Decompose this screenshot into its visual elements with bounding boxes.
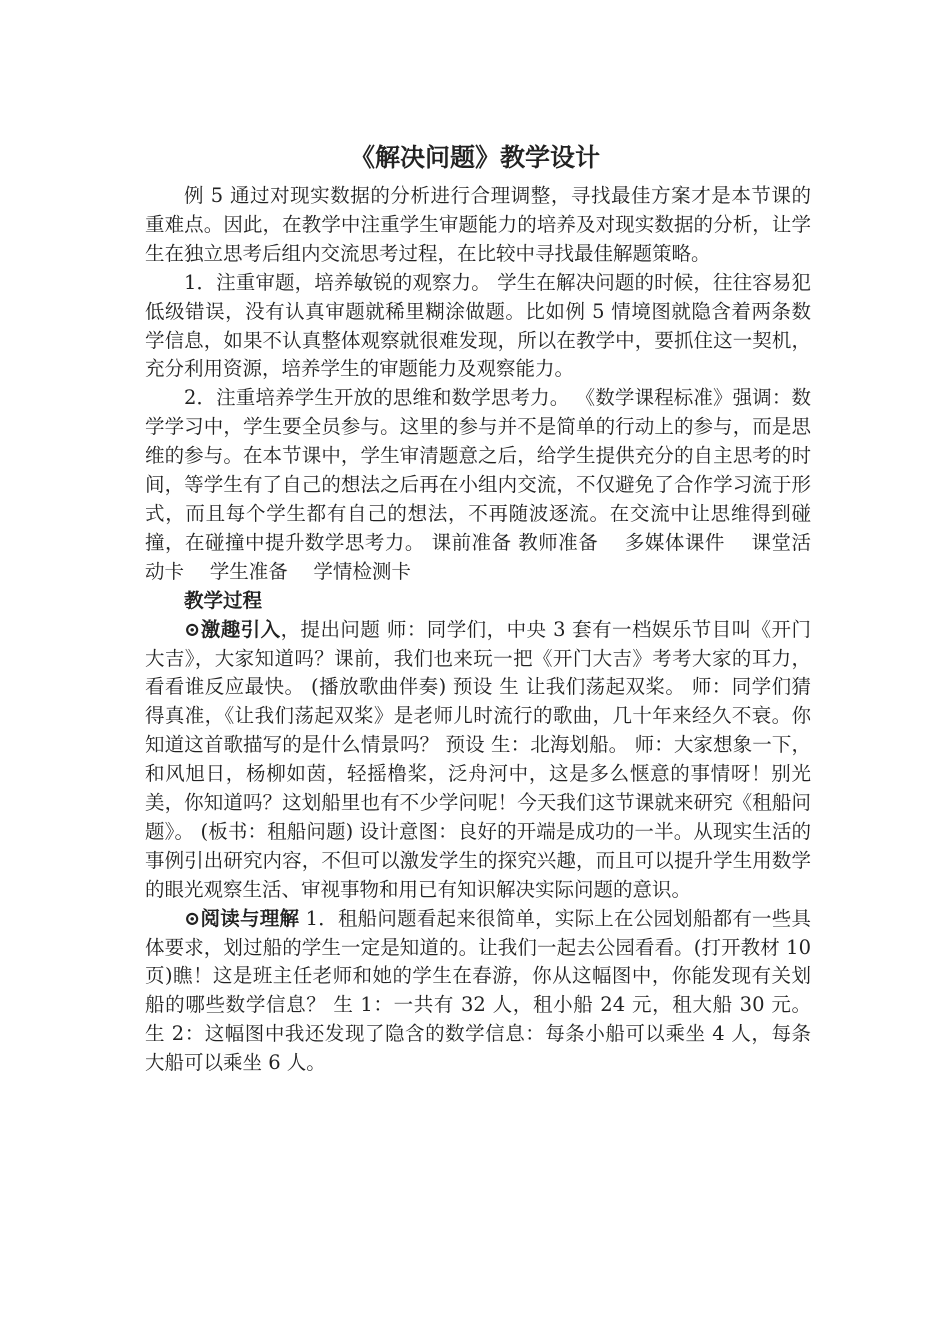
paragraph-intro-text: 例 5 通过对现实数据的分析进行合理调整，寻找最佳方案才是本节课的重难点。因此，在教学中注重学生审题能力的培养及对现实数据的分析，让学生在独立思考后组内交流思考过程，在比较中寻找最佳解题策略。	[145, 184, 811, 265]
paragraph-point-1-text: 1．注重审题，培养敏锐的观察力。 学生在解决问题的时候，往往容易犯低级错误，没有认真审题就稀里糊涂做题。比如例 5 情境图就隐含着两条数学信息，如果不认真整体观察就很难发现，所以在教学中，要抓住这一契机，充分利用资源，培养学生的审题能力及观察能力。	[145, 270, 811, 381]
paragraph-reading-understanding	[145, 905, 811, 1078]
paragraph-reading-understanding-text: 1．租船问题看起来很简单，实际上在公园划船都有一些具体要求，划过船的学生一定是知道的。让我们一起去公园看看。(打开教材 10 页)瞧！这是班主任老师和她的学生在春游，你从这幅图中，你能发现有关划船的哪些数学信息？ 生 1：一共有 32 人，租小船 24 元，租大船 30 元。 生 2：这幅图中我还发现了隐含的数学信息：每条小船可以乘坐 4 人，每条大船可以乘坐 6 人。	[145, 906, 812, 1075]
paragraph-intro	[145, 182, 811, 269]
paragraph-intro-activity-heading: ⊙激趣引入	[184, 617, 281, 641]
section-heading-teaching-process	[145, 587, 811, 616]
paragraph-point-2	[145, 384, 811, 586]
document-title: 《解决问题》教学设计	[349, 143, 600, 172]
paragraph-point-1	[145, 269, 811, 385]
section-heading-teaching-process-text: 教学过程	[184, 588, 263, 612]
paragraph-intro-activity-text: ，提出问题 师：同学们，中央 3 套有一档娱乐节目叫《开门大吉》，大家知道吗？课前，我们也来玩一把《开门大吉》考考大家的耳力，看看谁反应最快。 (播放歌曲伴奏) 预设 生 让我们荡起双桨。 师：同学们猜得真准，《让我们荡起双桨》是老师儿时流行的歌曲，几十年来经久不衰。你知道这首歌描写的是什么情景吗？ 预设 生：北海划船。 师：大家想象一下，和风旭日，杨柳如茵，轻摇橹桨，泛舟河中，这是多么惬意的事情呀！别光美，你知道吗？这划船里也有不少学问呢！今天我们这节课就来研究《租船问题》。 (板书：租船问题) 设计意图：良好的开端是成功的一半。从现实生活的事例引出研究内容，不但可以激发学生的探究兴趣，而且可以提升学生用数学的眼光观察生活、审视事物和用已有知识解决实际问题的意识。	[145, 617, 811, 901]
paragraph-intro-activity	[145, 616, 811, 905]
paragraph-reading-understanding-heading: ⊙阅读与理解	[184, 906, 300, 930]
document-body	[145, 182, 811, 1078]
paragraph-point-2-text: 2．注重培养学生开放的思维和数学思考力。 《数学课程标准》强调：数学学习中，学生要全员参与。这里的参与并不是简单的行动上的参与，而是思维的参与。在本节课中，学生审清题意之后，给学生提供充分的自主思考的时间，等学生有了自己的想法之后再在小组内交流，不仅避免了合作学习流于形式，而且每个学生都有自己的想法，不再随波逐流。在交流中让思维得到碰撞，在碰撞中提升数学思考力。 课前准备 教师准备 多媒体课件 课堂活动卡 学生准备 学情检测卡	[145, 386, 811, 583]
